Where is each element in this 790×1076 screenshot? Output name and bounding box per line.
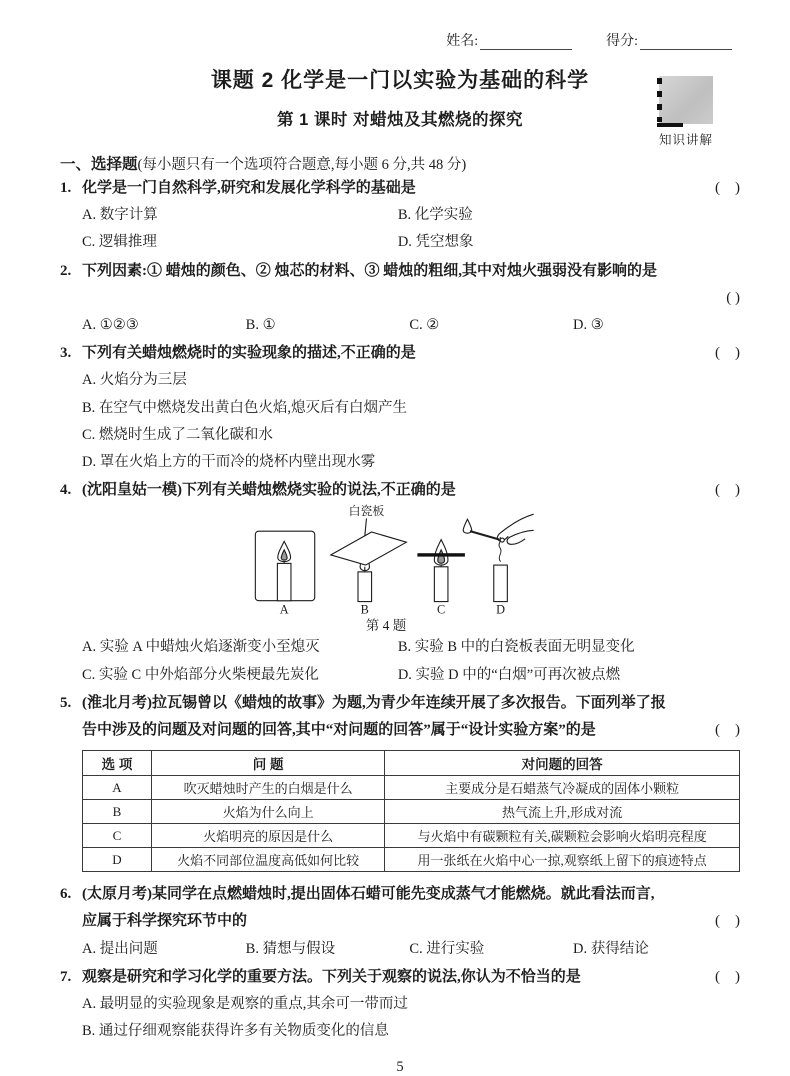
row-d-question: 火焰不同部位温度高低如何比较 — [151, 848, 384, 872]
qr-caption: 知识讲解 — [658, 133, 713, 147]
q1-option-d: D. 凭空想象 — [397, 234, 474, 251]
q4-option-a: A. 实验 A 中蜡烛火焰逐渐变小至熄灭 — [82, 639, 320, 656]
experiment-a-candle-in-vessel — [255, 532, 314, 602]
q6-option-a: A. 提出问题 — [82, 940, 158, 957]
table-row — [83, 848, 740, 872]
row-a-option: A — [83, 776, 152, 800]
q3-option-a: A. 火焰分为三层 — [82, 372, 187, 389]
answer-bracket: ( ) — [715, 968, 740, 985]
header-fields — [60, 30, 740, 50]
candle-experiments-illustration — [210, 504, 562, 616]
answer-bracket: ( ) — [715, 345, 740, 362]
question-1 — [60, 175, 740, 257]
q2-option-a: A. ①②③ — [82, 317, 139, 334]
answer-bracket: ( ) — [726, 289, 740, 306]
question-1-stem: 化学是一门自然科学,研究和发展化学科学的基础是 — [82, 180, 416, 196]
row-b-option: B — [83, 800, 152, 824]
row-b-question: 火焰为什么向上 — [151, 800, 384, 824]
q2-option-d: D. ③ — [573, 317, 604, 334]
experiment-c-match-in-flame — [417, 540, 465, 602]
q4-option-c: C. 实验 C 中外焰部分火柴梗最先炭化 — [82, 666, 319, 683]
name-label: 姓名: — [446, 34, 479, 49]
question-7 — [60, 964, 740, 1046]
row-d-option: D — [83, 848, 152, 872]
row-b-answer: 热气流上升,形成对流 — [385, 800, 740, 824]
table-header-question: 问 题 — [151, 751, 384, 776]
row-a-question: 吹灭蜡烛时产生的白烟是什么 — [151, 776, 384, 800]
row-c-question: 火焰明亮的原因是什么 — [151, 824, 384, 848]
question-4 — [60, 477, 740, 689]
table-row — [83, 800, 740, 824]
answer-bracket: ( ) — [715, 722, 740, 739]
question-3-number: 3. — [60, 345, 72, 362]
question-4-stem: (沈阳皇姑一模)下列有关蜡烛燃烧实验的说法,不正确的是 — [82, 482, 456, 499]
row-d-answer: 用一张纸在火焰中心一掠,观察纸上留下的痕迹特点 — [385, 848, 740, 872]
answer-bracket: ( ) — [715, 180, 740, 196]
q4-option-d: D. 实验 D 中的“白烟”可再次被点燃 — [397, 666, 621, 683]
q1-option-b: B. 化学实验 — [397, 207, 473, 224]
table-header-option: 选 项 — [83, 751, 152, 776]
q6-option-c: C. 进行实验 — [409, 940, 485, 957]
question-7-stem: 观察是研究和学习化学的重要方法。下列关于观察的说法,你认为不恰当的是 — [82, 968, 581, 985]
qr-code-image — [659, 76, 713, 124]
figure-label-b: B — [360, 602, 369, 617]
row-a-answer: 主要成分是石蜡蒸气冷凝成的固体小颗粒 — [385, 776, 740, 800]
answer-bracket: ( ) — [715, 913, 740, 930]
question-5-number: 5. — [60, 694, 72, 711]
section-heading-title: 一、选择题 — [60, 156, 138, 173]
q2-option-c: C. ② — [409, 317, 440, 334]
q1-option-c: C. 逻辑推理 — [82, 234, 157, 251]
experiment-d-relight-smoke — [463, 515, 533, 602]
figure-label-c: C — [437, 602, 446, 617]
q6-option-d: D. 获得结论 — [573, 940, 649, 957]
q1-option-a: A. 数字计算 — [82, 207, 158, 224]
qr-left-marks — [657, 78, 662, 122]
q5-options-table — [82, 750, 740, 872]
q3-option-d: D. 罩在火焰上方的干而冷的烧杯内壁出现水雾 — [82, 454, 376, 471]
table-row — [83, 776, 740, 800]
question-2-number: 2. — [60, 262, 72, 279]
q4-option-b: B. 实验 B 中的白瓷板表面无明显变化 — [397, 639, 635, 656]
question-3 — [60, 340, 740, 476]
question-6 — [60, 881, 740, 963]
figure-label-a: A — [279, 602, 289, 617]
question-5 — [60, 690, 740, 880]
question-2-stem: 下列因素:① 蜡烛的颜色、② 烛芯的材料、③ 蜡烛的粗细,其中对烛火强弱没有影响的是 — [82, 262, 657, 279]
figure-label-d: D — [496, 602, 505, 617]
question-3-stem: 下列有关蜡烛燃烧时的实验现象的描述,不正确的是 — [82, 345, 416, 362]
page-number: 5 — [396, 1059, 404, 1076]
score-blank-line — [640, 35, 732, 50]
row-c-answer: 与火焰中有碳颗粒有关,碳颗粒会影响火焰明亮程度 — [385, 824, 740, 848]
row-c-option: C — [83, 824, 152, 848]
name-field — [446, 30, 572, 50]
name-blank-line — [480, 35, 572, 50]
score-field — [606, 30, 732, 50]
page-title: 课题 2 化学是一门以实验为基础的科学 — [210, 69, 590, 92]
question-1-number: 1. — [60, 180, 72, 196]
table-header-answer: 对问题的回答 — [385, 751, 740, 776]
question-5-stem-line2: 告中涉及的问题及对问题的回答,其中“对问题的回答”属于“设计实验方案”的是 — [82, 722, 596, 739]
qr-block — [656, 76, 716, 148]
table-header-row — [83, 751, 740, 776]
question-7-number: 7. — [60, 968, 72, 985]
answer-bracket: ( ) — [715, 482, 740, 499]
q3-option-b: B. 在空气中燃烧发出黄白色火焰,熄灭后有白烟产生 — [82, 399, 408, 416]
q7-option-a: A. 最明显的实验现象是观察的重点,其余可一带而过 — [82, 996, 408, 1013]
q6-option-b: B. 猜想与假设 — [245, 940, 336, 957]
question-6-stem-line1: (太原月考)某同学在点燃蜡烛时,提出固体石蜡可能先变成蒸气才能燃烧。就此看法而言, — [82, 886, 655, 903]
question-6-number: 6. — [60, 886, 72, 903]
porcelain-plate-label: 白瓷板 — [348, 504, 385, 519]
q3-option-c: C. 燃烧时生成了二氧化碳和水 — [82, 426, 273, 443]
question-2 — [60, 258, 740, 340]
question-6-stem-line2: 应属于科学探究环节中的 — [82, 913, 248, 930]
q2-option-b: B. ① — [245, 317, 276, 334]
question-4-number: 4. — [60, 482, 72, 499]
table-row — [83, 824, 740, 848]
section-heading-note: (每小题只有一个选项符合题意,每小题 6 分,共 48 分) — [137, 157, 467, 173]
page-subtitle: 第 1 课时 对蜡烛及其燃烧的探究 — [277, 111, 523, 129]
score-label: 得分: — [606, 34, 638, 49]
qr-bottom-mark — [657, 123, 683, 127]
section-heading — [60, 152, 740, 174]
q4-candle-experiments-figure — [210, 504, 562, 634]
question-5-stem-line1: (淮北月考)拉瓦锡曾以《蜡烛的故事》为题,为青少年连续开展了多次报告。下面列举了报 — [82, 694, 666, 711]
q7-option-b: B. 通过仔细观察能获得许多有关物质变化的信息 — [82, 1023, 389, 1040]
experiment-b-porcelain-plate — [331, 504, 407, 602]
figure-caption: 第 4 题 — [365, 618, 407, 634]
